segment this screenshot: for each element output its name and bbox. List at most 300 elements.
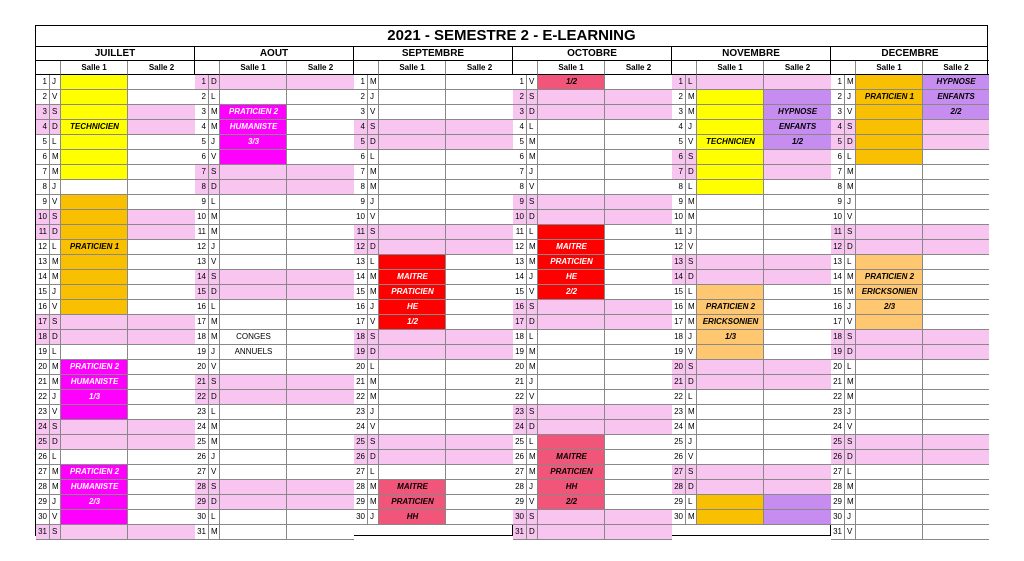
- room-1-cell[interactable]: [379, 195, 446, 210]
- room-1-cell[interactable]: [697, 270, 764, 285]
- room-2-cell[interactable]: [446, 435, 513, 450]
- room-1-cell[interactable]: [379, 165, 446, 180]
- room-1-cell[interactable]: [697, 285, 764, 300]
- room-1-cell[interactable]: [379, 465, 446, 480]
- room-2-cell[interactable]: [605, 360, 672, 375]
- room-1-cell[interactable]: [697, 390, 764, 405]
- room-1-cell[interactable]: [856, 360, 923, 375]
- room-1-cell[interactable]: [856, 255, 923, 270]
- room-1-cell[interactable]: [220, 405, 287, 420]
- room-2-cell[interactable]: [446, 120, 513, 135]
- room-1-cell[interactable]: [220, 270, 287, 285]
- room-2-cell[interactable]: [923, 240, 989, 255]
- room-1-cell[interactable]: [220, 495, 287, 510]
- room-2-cell[interactable]: [446, 270, 513, 285]
- room-1-cell[interactable]: [61, 450, 128, 465]
- room-2-cell[interactable]: [605, 75, 672, 90]
- room-2-cell[interactable]: [128, 525, 195, 540]
- room-1-cell[interactable]: [697, 510, 764, 525]
- room-2-cell[interactable]: [764, 420, 831, 435]
- room-2-cell[interactable]: [287, 285, 354, 300]
- room-1-cell[interactable]: [856, 315, 923, 330]
- room-2-cell[interactable]: [287, 330, 354, 345]
- room-2-cell[interactable]: [287, 375, 354, 390]
- room-2-cell[interactable]: [287, 240, 354, 255]
- room-2-cell[interactable]: [764, 180, 831, 195]
- room-1-cell[interactable]: [379, 105, 446, 120]
- room-1-cell[interactable]: [856, 525, 923, 540]
- room-2-cell[interactable]: [287, 165, 354, 180]
- room-1-cell[interactable]: [697, 345, 764, 360]
- room-2-cell[interactable]: [446, 240, 513, 255]
- room-1-cell[interactable]: [697, 435, 764, 450]
- room-1-cell[interactable]: [697, 450, 764, 465]
- room-2-cell[interactable]: [446, 75, 513, 90]
- room-2-cell[interactable]: [287, 360, 354, 375]
- room-1-cell[interactable]: [856, 435, 923, 450]
- room-1-cell[interactable]: [856, 345, 923, 360]
- room-1-cell[interactable]: [856, 180, 923, 195]
- room-2-cell[interactable]: [605, 270, 672, 285]
- room-1-cell[interactable]: [61, 180, 128, 195]
- room-2-cell[interactable]: [287, 420, 354, 435]
- room-2-cell[interactable]: [287, 135, 354, 150]
- room-2-cell[interactable]: [923, 165, 989, 180]
- room-1-cell[interactable]: [697, 165, 764, 180]
- room-2-cell[interactable]: [446, 450, 513, 465]
- room-1-cell[interactable]: [538, 135, 605, 150]
- room-2-cell[interactable]: [128, 480, 195, 495]
- room-2-cell[interactable]: [287, 120, 354, 135]
- room-1-cell[interactable]: [697, 240, 764, 255]
- room-2-cell[interactable]: [446, 195, 513, 210]
- room-1-cell[interactable]: [856, 480, 923, 495]
- room-2-cell[interactable]: [764, 495, 831, 510]
- room-2-cell[interactable]: [605, 180, 672, 195]
- room-1-cell[interactable]: [697, 195, 764, 210]
- room-2-cell[interactable]: [605, 405, 672, 420]
- room-1-cell[interactable]: [538, 105, 605, 120]
- room-2-cell[interactable]: [287, 225, 354, 240]
- room-1-cell[interactable]: [856, 195, 923, 210]
- room-2-cell[interactable]: [764, 210, 831, 225]
- room-2-cell[interactable]: [605, 255, 672, 270]
- room-2-cell[interactable]: [923, 420, 989, 435]
- room-1-cell[interactable]: [220, 255, 287, 270]
- room-2-cell[interactable]: [128, 210, 195, 225]
- room-1-cell[interactable]: [379, 210, 446, 225]
- room-2-cell[interactable]: [128, 300, 195, 315]
- room-1-cell[interactable]: [856, 450, 923, 465]
- room-2-cell[interactable]: [923, 210, 989, 225]
- room-1-cell[interactable]: [379, 450, 446, 465]
- room-1-cell[interactable]: [856, 135, 923, 150]
- room-1-cell[interactable]: [697, 180, 764, 195]
- room-1-cell[interactable]: [220, 435, 287, 450]
- room-2-cell[interactable]: [287, 270, 354, 285]
- room-2-cell[interactable]: [128, 405, 195, 420]
- room-2-cell[interactable]: [128, 390, 195, 405]
- room-1-cell[interactable]: [379, 375, 446, 390]
- room-2-cell[interactable]: [446, 180, 513, 195]
- room-2-cell[interactable]: [287, 405, 354, 420]
- room-1-cell[interactable]: [61, 420, 128, 435]
- room-2-cell[interactable]: [128, 180, 195, 195]
- room-2-cell[interactable]: [605, 435, 672, 450]
- room-1-cell[interactable]: [697, 360, 764, 375]
- room-2-cell[interactable]: [605, 150, 672, 165]
- room-2-cell[interactable]: [287, 495, 354, 510]
- room-2-cell[interactable]: [446, 135, 513, 150]
- room-2-cell[interactable]: [128, 495, 195, 510]
- room-1-cell[interactable]: [379, 405, 446, 420]
- room-2-cell[interactable]: [764, 345, 831, 360]
- room-2-cell[interactable]: [923, 225, 989, 240]
- room-2-cell[interactable]: [764, 375, 831, 390]
- room-2-cell[interactable]: [923, 375, 989, 390]
- room-1-cell[interactable]: [856, 75, 923, 90]
- room-2-cell[interactable]: [287, 180, 354, 195]
- room-2-cell[interactable]: [287, 255, 354, 270]
- room-1-cell[interactable]: [220, 180, 287, 195]
- room-2-cell[interactable]: [764, 195, 831, 210]
- room-1-cell[interactable]: [220, 420, 287, 435]
- room-1-cell[interactable]: [61, 90, 128, 105]
- room-2-cell[interactable]: [128, 255, 195, 270]
- room-2-cell[interactable]: [128, 510, 195, 525]
- room-1-cell[interactable]: [379, 150, 446, 165]
- room-1-cell[interactable]: [856, 105, 923, 120]
- room-2-cell[interactable]: [446, 150, 513, 165]
- room-1-cell[interactable]: [220, 195, 287, 210]
- room-2-cell[interactable]: [128, 270, 195, 285]
- room-1-cell[interactable]: [697, 420, 764, 435]
- room-1-cell[interactable]: [220, 90, 287, 105]
- room-1-cell[interactable]: [697, 375, 764, 390]
- room-2-cell[interactable]: [446, 495, 513, 510]
- room-2-cell[interactable]: [446, 360, 513, 375]
- room-1-cell[interactable]: [697, 75, 764, 90]
- room-1-cell[interactable]: [697, 255, 764, 270]
- room-2-cell[interactable]: [923, 120, 989, 135]
- room-2-cell[interactable]: [764, 480, 831, 495]
- room-1-cell[interactable]: [697, 405, 764, 420]
- room-1-cell[interactable]: [538, 330, 605, 345]
- room-2-cell[interactable]: [128, 240, 195, 255]
- room-1-cell[interactable]: [856, 495, 923, 510]
- room-2-cell[interactable]: [605, 345, 672, 360]
- room-1-cell[interactable]: [538, 90, 605, 105]
- room-2-cell[interactable]: [764, 405, 831, 420]
- room-1-cell[interactable]: [379, 225, 446, 240]
- room-1-cell[interactable]: [697, 120, 764, 135]
- room-2-cell[interactable]: [128, 375, 195, 390]
- room-2-cell[interactable]: [605, 240, 672, 255]
- room-1-cell[interactable]: [379, 390, 446, 405]
- room-1-cell[interactable]: [538, 405, 605, 420]
- room-1-cell[interactable]: [379, 420, 446, 435]
- room-1-cell[interactable]: [220, 450, 287, 465]
- room-2-cell[interactable]: [923, 330, 989, 345]
- room-1-cell[interactable]: [538, 225, 605, 240]
- room-1-cell[interactable]: [220, 525, 287, 540]
- room-1-cell[interactable]: [220, 360, 287, 375]
- room-2-cell[interactable]: [446, 330, 513, 345]
- room-2-cell[interactable]: [446, 315, 513, 330]
- room-2-cell[interactable]: [605, 90, 672, 105]
- room-1-cell[interactable]: [61, 210, 128, 225]
- room-2-cell[interactable]: [923, 285, 989, 300]
- room-2-cell[interactable]: [605, 510, 672, 525]
- room-2-cell[interactable]: [764, 255, 831, 270]
- room-2-cell[interactable]: [923, 450, 989, 465]
- room-1-cell[interactable]: [538, 315, 605, 330]
- room-2-cell[interactable]: [923, 480, 989, 495]
- room-2-cell[interactable]: [764, 300, 831, 315]
- room-1-cell[interactable]: [61, 435, 128, 450]
- room-1-cell[interactable]: [61, 300, 128, 315]
- room-2-cell[interactable]: [128, 315, 195, 330]
- room-2-cell[interactable]: [605, 480, 672, 495]
- room-2-cell[interactable]: [923, 255, 989, 270]
- room-2-cell[interactable]: [764, 315, 831, 330]
- room-2-cell[interactable]: [923, 345, 989, 360]
- room-2-cell[interactable]: [923, 150, 989, 165]
- room-1-cell[interactable]: [61, 255, 128, 270]
- room-1-cell[interactable]: [379, 240, 446, 255]
- room-1-cell[interactable]: [856, 240, 923, 255]
- room-1-cell[interactable]: [220, 240, 287, 255]
- room-2-cell[interactable]: [287, 525, 354, 540]
- room-2-cell[interactable]: [923, 510, 989, 525]
- room-2-cell[interactable]: [128, 360, 195, 375]
- room-1-cell[interactable]: [61, 150, 128, 165]
- room-1-cell[interactable]: [856, 225, 923, 240]
- room-1-cell[interactable]: [61, 225, 128, 240]
- room-1-cell[interactable]: [538, 300, 605, 315]
- room-1-cell[interactable]: [61, 345, 128, 360]
- room-1-cell[interactable]: [379, 360, 446, 375]
- room-2-cell[interactable]: [923, 135, 989, 150]
- room-2-cell[interactable]: [446, 375, 513, 390]
- room-2-cell[interactable]: [446, 510, 513, 525]
- room-2-cell[interactable]: [287, 150, 354, 165]
- room-2-cell[interactable]: [605, 135, 672, 150]
- room-2-cell[interactable]: [923, 465, 989, 480]
- room-1-cell[interactable]: [538, 420, 605, 435]
- room-2-cell[interactable]: [287, 465, 354, 480]
- room-2-cell[interactable]: [923, 360, 989, 375]
- room-1-cell[interactable]: [697, 480, 764, 495]
- room-2-cell[interactable]: [605, 420, 672, 435]
- room-1-cell[interactable]: [379, 135, 446, 150]
- room-2-cell[interactable]: [287, 210, 354, 225]
- room-1-cell[interactable]: [220, 375, 287, 390]
- room-2-cell[interactable]: [923, 300, 989, 315]
- room-1-cell[interactable]: [538, 345, 605, 360]
- room-2-cell[interactable]: [764, 225, 831, 240]
- room-2-cell[interactable]: [128, 165, 195, 180]
- room-2-cell[interactable]: [605, 300, 672, 315]
- room-1-cell[interactable]: [61, 315, 128, 330]
- room-1-cell[interactable]: [856, 510, 923, 525]
- room-1-cell[interactable]: [220, 210, 287, 225]
- room-1-cell[interactable]: [538, 120, 605, 135]
- room-2-cell[interactable]: [923, 195, 989, 210]
- room-2-cell[interactable]: [764, 165, 831, 180]
- room-1-cell[interactable]: [856, 120, 923, 135]
- room-2-cell[interactable]: [128, 465, 195, 480]
- room-2-cell[interactable]: [605, 315, 672, 330]
- room-2-cell[interactable]: [128, 225, 195, 240]
- room-2-cell[interactable]: [764, 390, 831, 405]
- room-2-cell[interactable]: [128, 420, 195, 435]
- room-2-cell[interactable]: [764, 435, 831, 450]
- room-2-cell[interactable]: [764, 510, 831, 525]
- room-1-cell[interactable]: [379, 255, 446, 270]
- room-1-cell[interactable]: [538, 150, 605, 165]
- room-2-cell[interactable]: [446, 255, 513, 270]
- room-2-cell[interactable]: [128, 90, 195, 105]
- room-2-cell[interactable]: [128, 435, 195, 450]
- room-1-cell[interactable]: [856, 390, 923, 405]
- room-1-cell[interactable]: [538, 525, 605, 540]
- room-2-cell[interactable]: [446, 225, 513, 240]
- room-1-cell[interactable]: [697, 210, 764, 225]
- room-2-cell[interactable]: [446, 285, 513, 300]
- room-2-cell[interactable]: [287, 480, 354, 495]
- room-2-cell[interactable]: [605, 390, 672, 405]
- room-2-cell[interactable]: [287, 105, 354, 120]
- room-2-cell[interactable]: [446, 165, 513, 180]
- room-2-cell[interactable]: [128, 285, 195, 300]
- room-2-cell[interactable]: [923, 270, 989, 285]
- room-2-cell[interactable]: [605, 465, 672, 480]
- room-2-cell[interactable]: [128, 330, 195, 345]
- room-2-cell[interactable]: [287, 390, 354, 405]
- room-1-cell[interactable]: [220, 225, 287, 240]
- room-2-cell[interactable]: [605, 495, 672, 510]
- room-2-cell[interactable]: [764, 240, 831, 255]
- room-1-cell[interactable]: [61, 285, 128, 300]
- room-1-cell[interactable]: [220, 390, 287, 405]
- room-2-cell[interactable]: [764, 285, 831, 300]
- room-1-cell[interactable]: [220, 165, 287, 180]
- room-1-cell[interactable]: [697, 90, 764, 105]
- room-1-cell[interactable]: [61, 510, 128, 525]
- room-2-cell[interactable]: [605, 210, 672, 225]
- room-1-cell[interactable]: [856, 420, 923, 435]
- room-1-cell[interactable]: [856, 465, 923, 480]
- room-2-cell[interactable]: [287, 450, 354, 465]
- room-1-cell[interactable]: [61, 75, 128, 90]
- room-2-cell[interactable]: [923, 390, 989, 405]
- room-1-cell[interactable]: [379, 90, 446, 105]
- room-1-cell[interactable]: [538, 510, 605, 525]
- room-2-cell[interactable]: [605, 225, 672, 240]
- room-2-cell[interactable]: [764, 465, 831, 480]
- room-1-cell[interactable]: [538, 435, 605, 450]
- room-1-cell[interactable]: [856, 330, 923, 345]
- room-1-cell[interactable]: [538, 195, 605, 210]
- room-2-cell[interactable]: [605, 375, 672, 390]
- room-1-cell[interactable]: [538, 375, 605, 390]
- room-2-cell[interactable]: [287, 195, 354, 210]
- room-1-cell[interactable]: [697, 495, 764, 510]
- room-1-cell[interactable]: [856, 150, 923, 165]
- room-2-cell[interactable]: [764, 150, 831, 165]
- room-1-cell[interactable]: [697, 105, 764, 120]
- room-2-cell[interactable]: [923, 525, 989, 540]
- room-1-cell[interactable]: [856, 165, 923, 180]
- room-2-cell[interactable]: [446, 390, 513, 405]
- room-1-cell[interactable]: [61, 270, 128, 285]
- room-2-cell[interactable]: [128, 195, 195, 210]
- room-1-cell[interactable]: [220, 285, 287, 300]
- room-1-cell[interactable]: [538, 390, 605, 405]
- room-1-cell[interactable]: [220, 300, 287, 315]
- room-2-cell[interactable]: [287, 435, 354, 450]
- room-2-cell[interactable]: [764, 90, 831, 105]
- room-1-cell[interactable]: [379, 330, 446, 345]
- room-2-cell[interactable]: [287, 300, 354, 315]
- room-1-cell[interactable]: [697, 150, 764, 165]
- room-2-cell[interactable]: [764, 270, 831, 285]
- room-1-cell[interactable]: [61, 525, 128, 540]
- room-2-cell[interactable]: [128, 105, 195, 120]
- room-1-cell[interactable]: [856, 375, 923, 390]
- room-2-cell[interactable]: [128, 150, 195, 165]
- room-2-cell[interactable]: [446, 345, 513, 360]
- room-1-cell[interactable]: [538, 180, 605, 195]
- room-1-cell[interactable]: [538, 360, 605, 375]
- room-2-cell[interactable]: [605, 330, 672, 345]
- room-2-cell[interactable]: [287, 345, 354, 360]
- room-2-cell[interactable]: [446, 105, 513, 120]
- room-1-cell[interactable]: [220, 150, 287, 165]
- room-1-cell[interactable]: [538, 210, 605, 225]
- room-2-cell[interactable]: [605, 105, 672, 120]
- room-2-cell[interactable]: [923, 435, 989, 450]
- room-2-cell[interactable]: [287, 90, 354, 105]
- room-2-cell[interactable]: [605, 195, 672, 210]
- room-2-cell[interactable]: [605, 450, 672, 465]
- room-2-cell[interactable]: [287, 315, 354, 330]
- room-1-cell[interactable]: [220, 315, 287, 330]
- room-2-cell[interactable]: [446, 420, 513, 435]
- room-2-cell[interactable]: [446, 405, 513, 420]
- room-2-cell[interactable]: [923, 405, 989, 420]
- room-1-cell[interactable]: [220, 75, 287, 90]
- room-1-cell[interactable]: [61, 405, 128, 420]
- room-2-cell[interactable]: [446, 465, 513, 480]
- room-2-cell[interactable]: [605, 285, 672, 300]
- room-2-cell[interactable]: [446, 210, 513, 225]
- room-2-cell[interactable]: [923, 315, 989, 330]
- room-2-cell[interactable]: [128, 450, 195, 465]
- room-1-cell[interactable]: [379, 75, 446, 90]
- room-1-cell[interactable]: [61, 330, 128, 345]
- room-1-cell[interactable]: [61, 165, 128, 180]
- room-1-cell[interactable]: [379, 120, 446, 135]
- room-2-cell[interactable]: [764, 450, 831, 465]
- room-2-cell[interactable]: [128, 120, 195, 135]
- room-2-cell[interactable]: [764, 330, 831, 345]
- room-1-cell[interactable]: [61, 135, 128, 150]
- room-2-cell[interactable]: [128, 135, 195, 150]
- room-1-cell[interactable]: [379, 345, 446, 360]
- room-1-cell[interactable]: [220, 480, 287, 495]
